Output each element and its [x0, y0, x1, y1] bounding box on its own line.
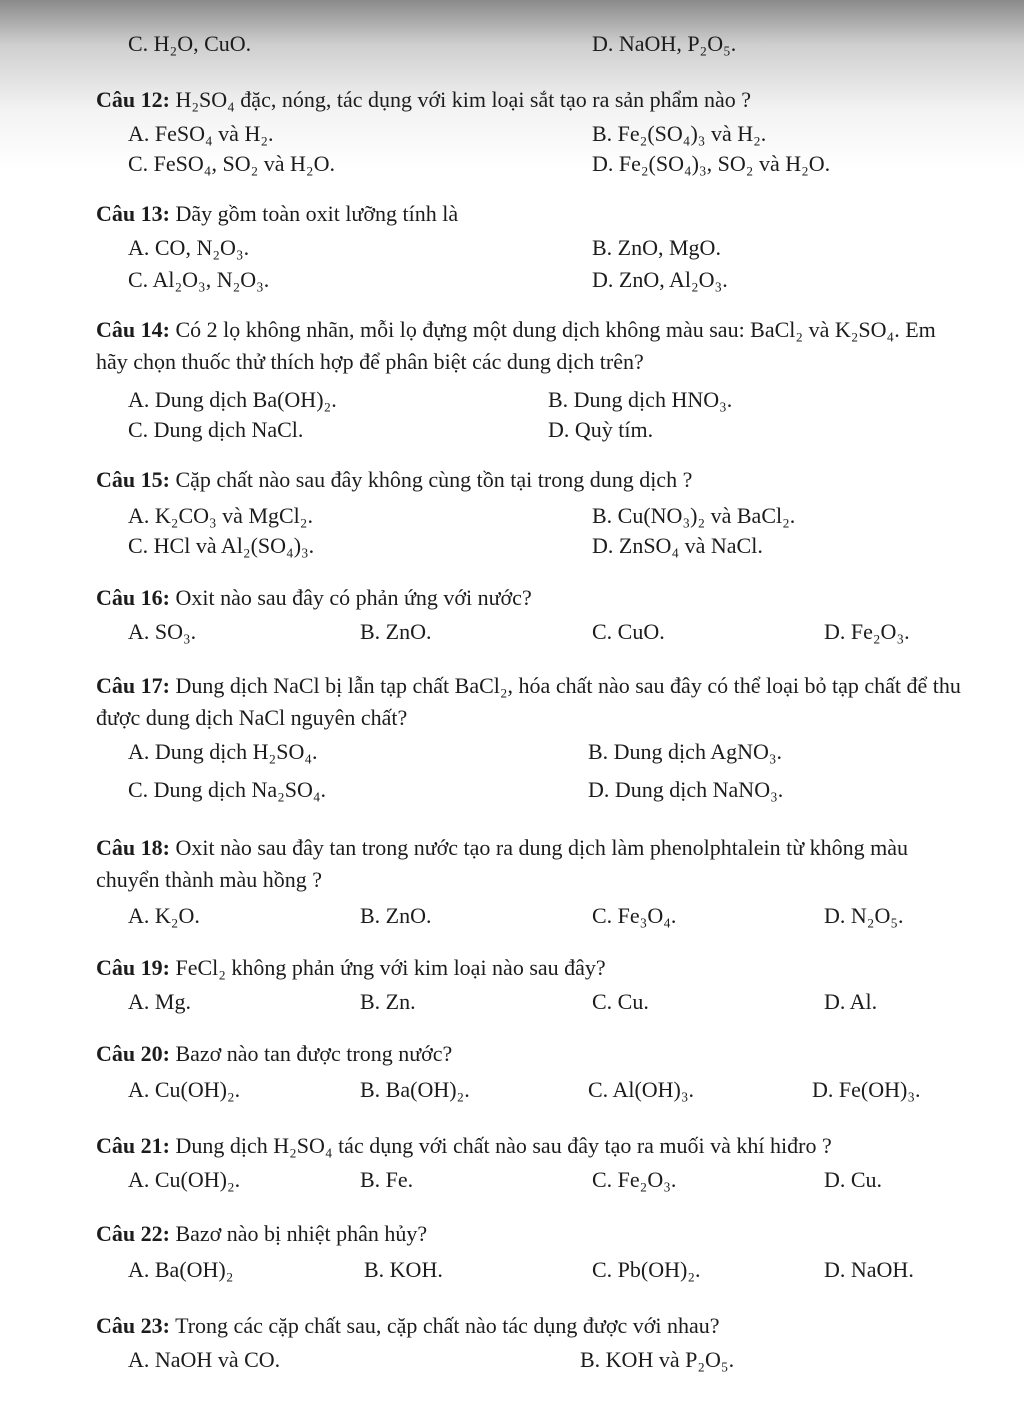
question-text: Dãy gồm toàn oxit lưỡng tính là [175, 201, 459, 226]
q19-option-b: B. Zn. [360, 989, 416, 1014]
question-21 [96, 1130, 1000, 1162]
prev-question-option-c: C. H₂O, CuO. [128, 31, 252, 56]
question-label: Câu 19: [96, 955, 170, 980]
q13-option-a: A. CO, N₂O₃. [128, 235, 250, 260]
question-text: Bazơ nào bị nhiệt phân hủy? [175, 1221, 428, 1246]
q15-option-a: A. K₂CO₃ và MgCl₂. [128, 503, 313, 528]
q13-option-c: C. Al₂O₃, N₂O₃. [128, 267, 270, 292]
q18-option-b: B. ZnO. [360, 903, 432, 928]
q22-option-b: B. KOH. [364, 1257, 443, 1282]
q14-option-d: D. Quỳ tím. [548, 417, 654, 442]
question-text: H₂SO₄ đặc, nóng, tác dụng với kim loại sắt tạo ra sản phẩm nào ? [175, 87, 752, 112]
q22-option-a: A. Ba(OH)₂ [128, 1257, 234, 1282]
question-13 [96, 198, 1000, 230]
question-label: Câu 17: [96, 673, 170, 698]
question-17 [96, 670, 1000, 734]
q22-option-c: C. Pb(OH)₂. [592, 1257, 701, 1282]
question-14 [96, 314, 964, 378]
q21-option-b: B. Fe. [360, 1167, 414, 1192]
q12-option-c: C. FeSO₄, SO₂ và H₂O. [128, 151, 335, 176]
question-text: Có 2 lọ không nhãn, mỗi lọ đựng một dung dịch không màu sau: BaCl₂ và K₂SO₄. Em hãy chọn thuốc thử thích hợp để phân biệt các dung dịch trên? [96, 317, 936, 374]
question-label: Câu 22: [96, 1221, 170, 1246]
q16-option-d: D. Fe₂O₃. [824, 619, 910, 644]
q17-option-d: D. Dung dịch NaNO₃. [588, 777, 784, 802]
q12-option-b: B. Fe₂(SO₄)₃ và H₂. [592, 121, 767, 146]
question-text: Cặp chất nào sau đây không cùng tồn tại trong dung dịch ? [175, 467, 693, 492]
q22-option-d: D. NaOH. [824, 1257, 914, 1282]
q21-option-a: A. Cu(OH)₂. [128, 1167, 241, 1192]
q17-option-a: A. Dung dịch H₂SO₄. [128, 739, 318, 764]
q21-option-d: D. Cu. [824, 1167, 883, 1192]
q12-option-d: D. Fe₂(SO₄)₃, SO₂ và H₂O. [592, 151, 831, 176]
q23-option-a: A. NaOH và CO. [128, 1347, 281, 1372]
q15-option-d: D. ZnSO₄ và NaCl. [592, 533, 763, 558]
q18-option-d: D. N₂O₅. [824, 903, 904, 928]
question-23 [96, 1310, 1000, 1342]
question-15 [96, 464, 1000, 496]
question-label: Câu 20: [96, 1041, 170, 1066]
q14-option-a: A. Dung dịch Ba(OH)₂. [128, 387, 337, 412]
q19-option-a: A. Mg. [128, 989, 191, 1014]
question-19 [96, 952, 1000, 984]
prev-question-option-d: D. NaOH, P₂O₅. [592, 31, 737, 56]
question-label: Câu 23: [96, 1313, 170, 1338]
question-text: Oxit nào sau đây tan trong nước tạo ra dung dịch làm phenolphtalein từ không màu chuyển thành màu hồng ? [96, 835, 909, 892]
q14-option-b: B. Dung dịch HNO₃. [548, 387, 733, 412]
question-16 [96, 582, 1000, 614]
q20-option-d: D. Fe(OH)₃. [812, 1077, 921, 1102]
q14-option-c: C. Dung dịch NaCl. [128, 417, 304, 442]
q12-option-a: A. FeSO₄ và H₂. [128, 121, 274, 146]
q15-option-c: C. HCl và Al₂(SO₄)₃. [128, 533, 315, 558]
question-text: FeCl₂ không phản ứng với kim loại nào sau đây? [175, 955, 606, 980]
question-label: Câu 21: [96, 1133, 170, 1158]
question-text: Trong các cặp chất sau, cặp chất nào tác dụng được với nhau? [175, 1313, 720, 1338]
q13-option-b: B. ZnO, MgO. [592, 235, 721, 260]
q16-option-b: B. ZnO. [360, 619, 432, 644]
question-18 [96, 832, 944, 896]
question-label: Câu 16: [96, 585, 170, 610]
question-label: Câu 15: [96, 467, 170, 492]
q19-option-d: D. Al. [824, 989, 878, 1014]
q19-option-c: C. Cu. [592, 989, 649, 1014]
question-text: Bazơ nào tan được trong nước? [175, 1041, 453, 1066]
q13-option-d: D. ZnO, Al₂O₃. [592, 267, 728, 292]
q17-option-b: B. Dung dịch AgNO₃. [588, 739, 783, 764]
q20-option-b: B. Ba(OH)₂. [360, 1077, 470, 1102]
question-text: Dung dịch NaCl bị lẫn tạp chất BaCl₂, hóa chất nào sau đây có thể loại bỏ tạp chất để thu được dung dịch NaCl nguyên chất? [96, 673, 961, 730]
q20-option-a: A. Cu(OH)₂. [128, 1077, 241, 1102]
q16-option-c: C. CuO. [592, 619, 665, 644]
q18-option-c: C. Fe₃O₄. [592, 903, 677, 928]
q18-option-a: A. K₂O. [128, 903, 200, 928]
question-label: Câu 12: [96, 87, 170, 112]
question-label: Câu 18: [96, 835, 170, 860]
question-text: Dung dịch H₂SO₄ tác dụng với chất nào sau đây tạo ra muối và khí hiđro ? [175, 1133, 832, 1158]
q15-option-b: B. Cu(NO₃)₂ và BaCl₂. [592, 503, 796, 528]
q23-option-b: B. KOH và P₂O₅. [580, 1347, 735, 1372]
q21-option-c: C. Fe₂O₃. [592, 1167, 677, 1192]
question-text: Oxit nào sau đây có phản ứng với nước? [175, 585, 532, 610]
q16-option-a: A. SO₃. [128, 619, 197, 644]
question-label: Câu 14: [96, 317, 170, 342]
question-22 [96, 1218, 1000, 1250]
q20-option-c: C. Al(OH)₃. [588, 1077, 695, 1102]
question-label: Câu 13: [96, 201, 170, 226]
q17-option-c: C. Dung dịch Na₂SO₄. [128, 777, 327, 802]
question-20 [96, 1038, 1000, 1070]
question-12 [96, 84, 1000, 116]
